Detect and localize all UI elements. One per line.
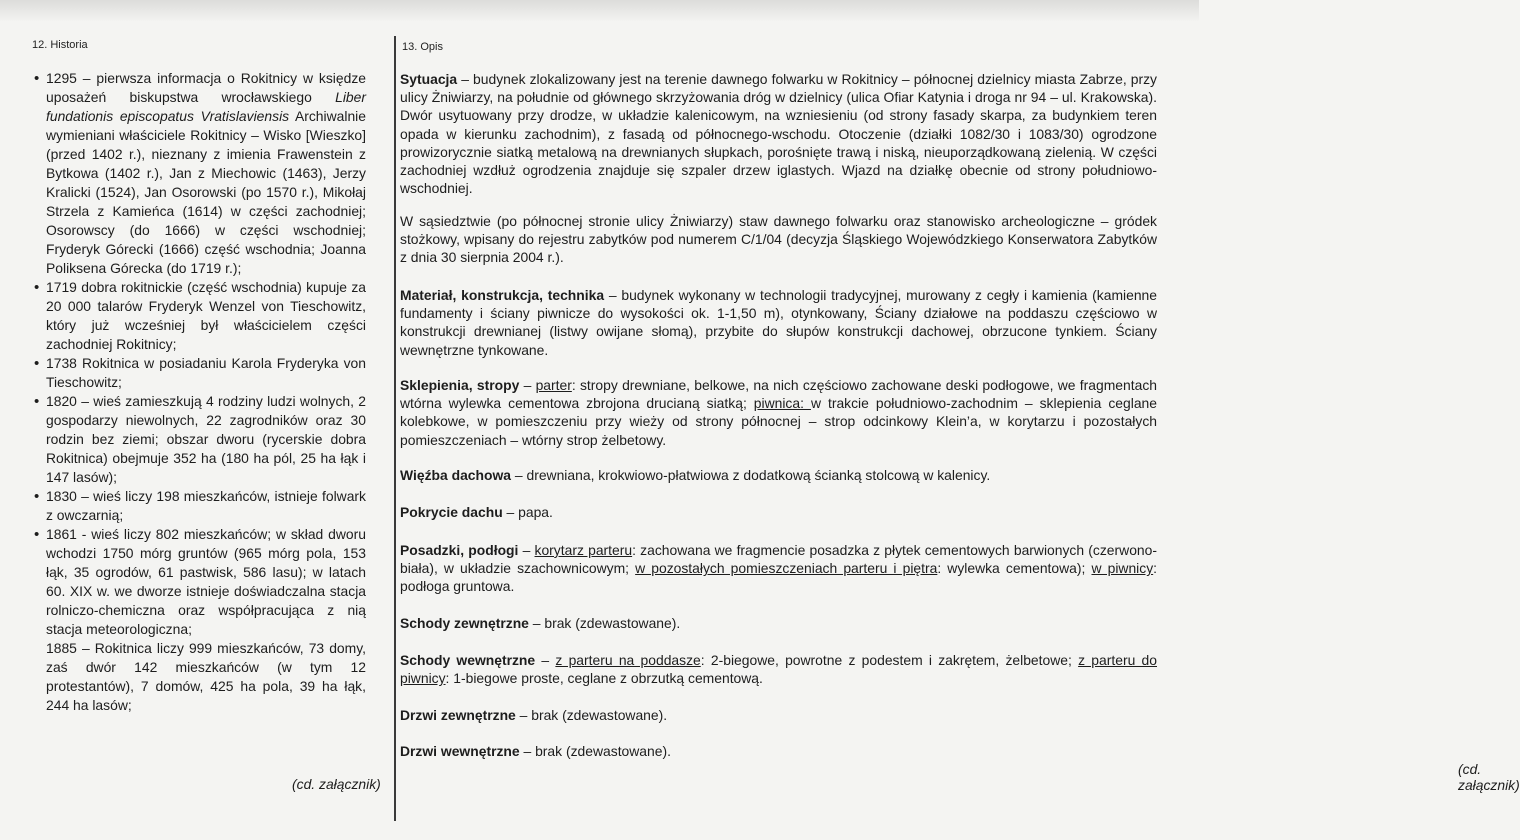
text-run: – drewniana, krokwiowo-płatwiowa z dodatkową ścianką stolcową w kalenicy. [511, 467, 991, 483]
text-run: w trakcie południowo-zachodnim – sklepienia ceglane kolebkowe, w pomieszczeniu przy wieży od strony północnej – strop odcinkowy Klein’a, w korytarzu i pozostałych pomieszczeniach – wtórny strop żelbetowy. [400, 395, 1158, 448]
description-paragraph [400, 706, 1157, 724]
text-run: 1885 – Rokitnica liczy 999 mieszkańców, 73 domy, zaś dwór 142 mieszkańców (w tym 12 protestantów), 7 domów, 425 ha pola, 39 ha łąk, 244 ha lasów; [46, 640, 366, 713]
continuation-note-right: (cd. załącznik) [1458, 761, 1520, 793]
text-run: 1830 – wieś liczy 198 mieszkańców, istnieje folwark z owczarnią; [46, 488, 366, 523]
heading-run: Pokrycie dachu [400, 504, 503, 520]
text-run: 1295 – pierwsza informacja o Rokitnicy w księdze uposażeń biskupstwa wrocławskiego [46, 70, 366, 105]
text-run: W sąsiedztwie (po północnej stronie ulicy Żniwiarzy) staw dawnego folwarku oraz stanowisko archeologiczne – gródek stożkowy, wpisany do rejestru zabytków pod numerem C/1/04 (decyzja Śląskiego Wojewódzkiego Konserwatora Zabytków z dnia 30 sierpnia 2004 r.). [400, 213, 1157, 266]
text-run: : wylewka cementowa); [937, 560, 1092, 577]
heading-run: Drzwi wewnętrzne [400, 743, 520, 759]
text-run: : 1-biegowe proste, ceglane z obrzutką cementową. [445, 670, 763, 687]
text-run: piwnica: [753, 395, 811, 412]
continuation-note-left: (cd. załącznik) [292, 776, 381, 792]
heading-run: Schody zewnętrzne [400, 615, 529, 631]
text-run: z parteru do piwnicy [400, 652, 1157, 687]
text-run: 1719 dobra rokitnickie (część wschodnia) kupuje za 20 000 talarów Fryderyk Wenzel von Tieschowitz, który już wcześniej był właścicielem części zachodniej Rokitnicy; [46, 279, 366, 352]
text-run: : zachowana we fragmencie posadzka z płytek cementowych barwionych (czerwono-biała), w układzie szachownicowym; [400, 542, 1157, 577]
text-run: : stropy drewniane, belkowe, na nich częściowo zachowane deski podłogowe, we fragmentach wtórna wylewka cementowa zbrojona drucianą siatką; [400, 377, 1157, 412]
list-item [32, 354, 366, 392]
text-run: – brak (zdewastowane). [519, 743, 671, 759]
bullet-icon: • [34, 355, 40, 372]
text-run: – budynek wykonany w technologii tradycyjnej, murowany z cegły i kamienia (kamienne fundamenty i ściany piwnicze do wysokości ok. 1-1,50 m), otynkowany, Ściany działowe na poddaszu częściowo w konstrukcji drewnianej (listwy owijane słomą), przybite do słupów konstrukcji dachowej, obrzucone tynkiem. Ściany wewnętrzne tynkowane. [400, 287, 1158, 358]
text-run: : podłoga gruntowa. [400, 560, 1158, 595]
bullet-icon: • [34, 70, 40, 87]
list-item [32, 69, 366, 278]
list-item [32, 525, 366, 639]
text-run: – papa. [502, 504, 553, 520]
bullet-icon: • [34, 488, 40, 505]
description-paragraph [400, 503, 1157, 521]
heading-run: Posadzki, podłogi [400, 542, 519, 558]
description-paragraph [400, 742, 1157, 760]
heading-run: Więźba dachowa [400, 467, 512, 483]
text-run: – brak (zdewastowane). [528, 615, 681, 631]
text-run: – brak (zdewastowane). [515, 707, 668, 723]
text-run: 1738 Rokitnica w posiadaniu Karola Fryderyka von Tieschowitz; [46, 355, 366, 390]
text-run: – [518, 542, 535, 558]
description-paragraph [400, 70, 1157, 197]
description-paragraph [400, 376, 1157, 449]
column-divider [394, 36, 396, 821]
bullet-icon: • [34, 526, 40, 543]
text-run: Archiwalnie wymieniani właściciele Rokitnicy – Wisko [Wieszko] (przed 1402 r.), nieznany z imienia Frawenstein z Bytkowa (1402 r.), Jan z Miechowic (1463), Jerzy Kralicki (1524), Jan Osorowski (po 1570 r.), Mikołaj Strzela z Kamieńca (1614) w części zachodniej; Osorowscy (do 1666) w części wschodniej; Fryderyk Górecki (1666) część wschodnia; Joanna Poliksena Górecka (do 1719 r.); [46, 108, 366, 276]
description-paragraph [400, 651, 1157, 687]
heading-run: Schody wewnętrzne [400, 652, 536, 668]
text-run: w pozostałych pomieszczeniach parteru i piętra [635, 560, 938, 577]
list-item [32, 392, 366, 487]
scan-edge [0, 0, 1199, 22]
bullet-icon: • [34, 393, 40, 410]
text-run: z parteru na poddasze [555, 652, 701, 668]
text-run: w piwnicy [1091, 560, 1154, 577]
text-run: – [519, 377, 536, 393]
section-title-description: 13. Opis [402, 41, 443, 53]
text-run: parter [535, 377, 572, 393]
description-paragraph [400, 614, 1157, 632]
text-run: 1861 - wieś liczy 802 mieszkańców; w skład dworu wchodzi 1750 mórg gruntów (965 mórg pola, 153 łąk, 35 ogrodów, 61 pastwisk, 586 lasu); w latach 60. XIX w. we dworze istnieje doświadczalna stacja rolniczo-chemiczna oraz współpracująca z nią stacja meteorologiczna; [46, 526, 366, 637]
section-title-history: 12. Historia [32, 39, 88, 51]
description-paragraph [400, 286, 1157, 359]
heading-run: Sklepienia, stropy [400, 377, 520, 393]
description-paragraph [400, 212, 1157, 267]
heading-run: Sytuacja [400, 71, 458, 87]
list-item [32, 487, 366, 525]
text-run: korytarz parteru [534, 542, 633, 558]
text-run: – budynek zlokalizowany jest na terenie dawnego folwarku w Rokitnicy – północnej dzielnicy miasta Zabrze, przy ulicy Żniwiarzy, na południe od głównego skrzyżowania dróg w dzielnicy (ulica Ofiar Katynia i droga nr 94 – ul. Krakowska). Dwór usytuowany przy drodze, w układzie kalenicowym, na wzniesieniu (od strony fasady skarpa, za budynkiem teren opada w kierunku zachodnim), z fasadą od północnego-wschodu. Otoczenie (działki 1082/30 i 1083/30) ogrodzone prowizorycznie siatką metalową na drewnianych słupkach, porośnięte trawą i niską, nieuporządkowaną zielenią. W części zachodniej wzdłuż ogrodzenia znajduje się szpaler drzew iglastych. Wjazd na działkę obecnie od strony południowo-wschodniej. [400, 71, 1157, 197]
bullet-icon: • [34, 279, 40, 296]
history-list [32, 69, 366, 715]
description-paragraph [400, 541, 1157, 596]
text-run: : 2-biegowe, powrotne z podestem i zakrętem, żelbetowe; [700, 652, 1079, 668]
text-run: Liber fundationis episcopatus Vratislaviensis [46, 89, 366, 124]
heading-run: Materiał, konstrukcja, technika [400, 287, 605, 303]
list-item [32, 278, 366, 354]
description-paragraph [400, 466, 1157, 484]
text-run: – [535, 652, 556, 668]
heading-run: Drzwi zewnętrzne [400, 707, 516, 723]
list-item [32, 639, 366, 715]
text-run: 1820 – wieś zamieszkują 4 rodziny ludzi wolnych, 2 gospodarzy niewolnych, 22 zagrodników oraz 30 rodzin bez ziemi; obszar dworu (rycerskie dobra Rokitnica) obejmuje 352 ha (180 ha pól, 25 ha łąk i 147 lasów); [46, 393, 366, 485]
